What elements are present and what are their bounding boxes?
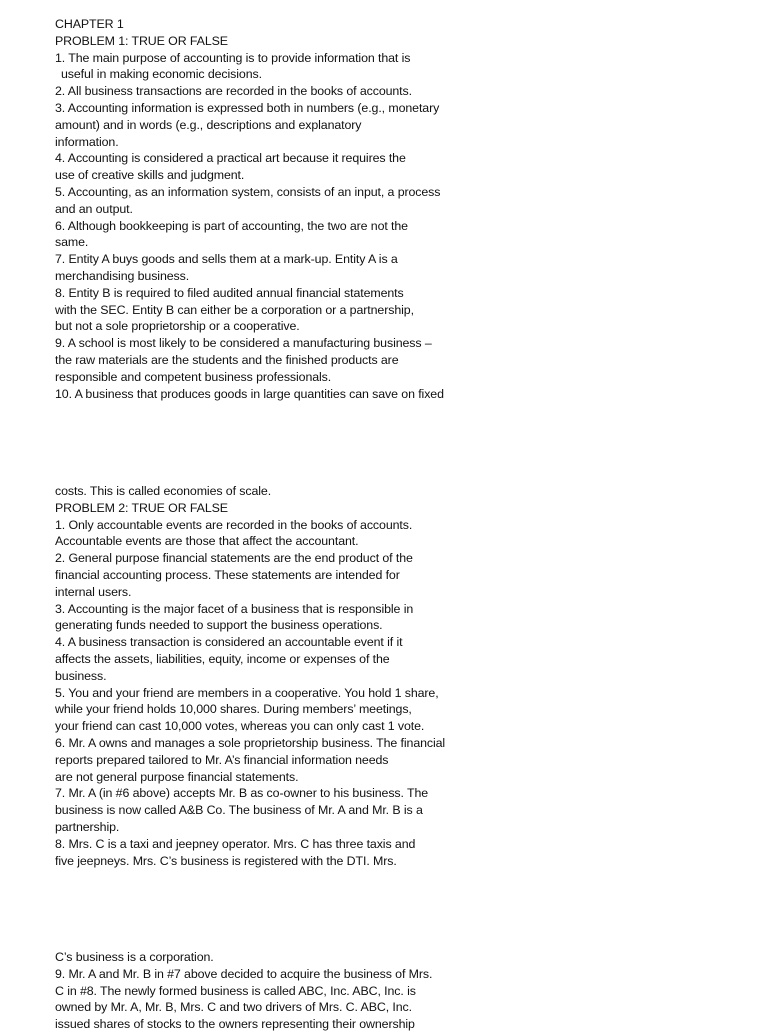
text-line: useful in making economic decisions. — [61, 67, 262, 82]
text-line: 3. Accounting is the major facet of a business that is responsible in — [55, 601, 414, 616]
text-line: your friend can cast 10,000 votes, whereas you can only cast 1 vote. — [55, 719, 425, 734]
text-line: merchandising business. — [55, 268, 190, 283]
text-line: Accountable events are those that affect the accountant. — [55, 534, 359, 549]
text-line: 3. Accounting information is expressed both in numbers (e.g., monetary — [55, 100, 440, 115]
text-line: 7. Mr. A (in #6 above) accepts Mr. B as co-owner to his business. The — [55, 786, 429, 801]
text-line: 5. You and your friend are members in a cooperative. You hold 1 share, — [55, 685, 439, 700]
text-block-problem-2-continued — [55, 949, 475, 1033]
text-line: 5. Accounting, as an information system, consists of an input, a process — [55, 184, 441, 199]
text-line: use of creative skills and judgment. — [55, 168, 245, 183]
text-line: affects the assets, liabilities, equity, income or expenses of the — [55, 651, 390, 666]
text-line: reports prepared tailored to Mr. A’s financial information needs — [55, 752, 389, 767]
text-line: issued shares of stocks to the owners representing their ownership — [55, 1017, 415, 1032]
problem-2-heading: PROBLEM 2: TRUE OR FALSE — [55, 500, 228, 515]
text-line: and an output. — [55, 201, 133, 216]
text-line: business. — [55, 668, 107, 683]
text-line: business is now called A&B Co. The business of Mr. A and Mr. B is a — [55, 803, 423, 818]
text-line: 1. Only accountable events are recorded in the books of accounts. — [55, 517, 413, 532]
text-line: C’s business is a corporation. — [55, 950, 214, 964]
text-line: generating funds needed to support the business operations. — [55, 618, 383, 633]
text-line: internal users. — [55, 584, 132, 599]
text-line: 7. Entity A buys goods and sells them at a mark-up. Entity A is a — [55, 252, 398, 267]
text-line: 9. Mr. A and Mr. B in #7 above decided to acquire the business of Mrs. — [55, 966, 433, 981]
text-block-chapter-1-problem-1 — [55, 16, 475, 402]
text-line: owned by Mr. A, Mr. B, Mrs. C and two drivers of Mrs. C. ABC, Inc. — [55, 1000, 412, 1015]
text-line: five jeepneys. Mrs. C’s business is registered with the DTI. Mrs. — [55, 853, 397, 868]
text-line: 6. Although bookkeeping is part of accounting, the two are not the — [55, 218, 408, 233]
text-line: 1. The main purpose of accounting is to provide information that is — [55, 50, 411, 65]
text-line: costs. This is called economies of scale. — [55, 484, 272, 498]
text-line: the raw materials are the students and the finished products are — [55, 352, 399, 367]
text-line: 2. All business transactions are recorded in the books of accounts. — [55, 84, 412, 99]
text-line: same. — [55, 235, 89, 250]
text-line: financial accounting process. These statements are intended for — [55, 567, 400, 582]
text-line: 6. Mr. A owns and manages a sole proprietorship business. The financial — [55, 735, 446, 750]
text-line: 10. A business that produces goods in large quantities can save on fixed — [55, 386, 444, 401]
text-line: while your friend holds 10,000 shares. During members’ meetings, — [55, 702, 412, 717]
problem-1-heading: PROBLEM 1: TRUE OR FALSE — [55, 33, 228, 48]
text-line: 8. Mrs. C is a taxi and jeepney operator. Mrs. C has three taxis and — [55, 836, 416, 851]
text-line: 4. A business transaction is considered an accountable event if it — [55, 635, 403, 650]
text-line: information. — [55, 134, 119, 149]
text-line: 9. A school is most likely to be considered a manufacturing business – — [55, 336, 432, 351]
text-line: 8. Entity B is required to filed audited annual financial statements — [55, 285, 404, 300]
text-line: responsible and competent business professionals. — [55, 369, 332, 384]
text-line: amount) and in words (e.g., descriptions and explanatory — [55, 117, 362, 132]
text-block-problem-2 — [55, 483, 475, 869]
text-line: 2. General purpose financial statements are the end product of the — [55, 551, 413, 566]
text-line: with the SEC. Entity B can either be a corporation or a partnership, — [55, 302, 414, 317]
chapter-heading: CHAPTER 1 — [55, 17, 124, 31]
text-line: partnership. — [55, 819, 120, 834]
text-line: 4. Accounting is considered a practical art because it requires the — [55, 151, 406, 166]
text-line: C in #8. The newly formed business is called ABC, Inc. ABC, Inc. is — [55, 983, 416, 998]
text-line: but not a sole proprietorship or a cooperative. — [55, 319, 300, 334]
text-line: are not general purpose financial statements. — [55, 769, 299, 784]
